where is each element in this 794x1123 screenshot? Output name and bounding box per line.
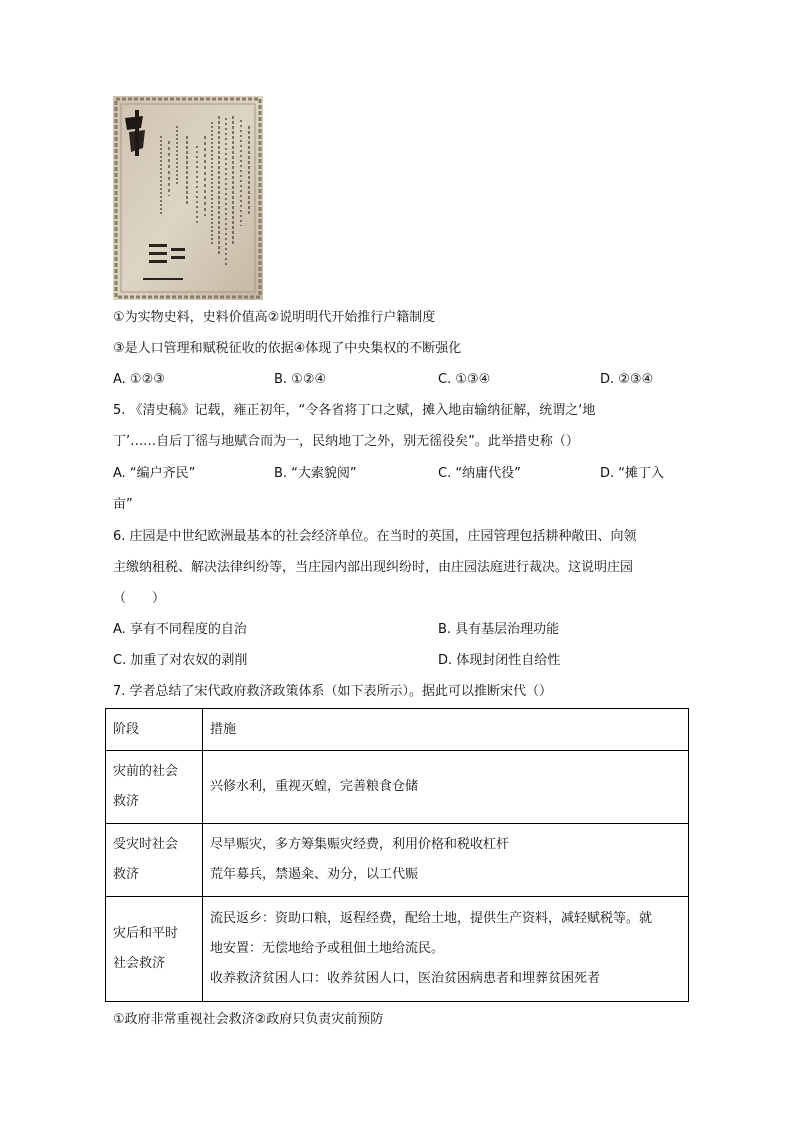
stage-line: 社会救济	[113, 956, 166, 971]
table-cell-stage	[106, 824, 203, 897]
measure-line: 收养救济贫困人口：收养贫困人口，医治贫困病患者和埋葬贫困死者	[210, 971, 601, 986]
stage-line: 受灾时社会	[113, 837, 179, 852]
q6-option-b[interactable]: B. 具有基层治理功能	[438, 622, 560, 637]
q6-option-a[interactable]: A. 享有不同程度的自治	[113, 622, 247, 637]
q5-option-a[interactable]: A. “编户齐民”	[113, 466, 196, 481]
historical-document-icon	[113, 96, 263, 300]
q5-stem-line-1: 5. 《清史稿》记载，雍正初年，“令各省将丁口之赋，摊入地亩输纳征解，统谓之‘地	[113, 403, 596, 418]
table-row	[106, 824, 689, 897]
table-header-stage: 阶段	[106, 709, 203, 751]
q6-stem-line-1: 6. 庄园是中世纪欧洲最基本的社会经济单位。在当时的英国，庄园管理包括耕种敞田、向领	[113, 529, 637, 544]
measure-line: 地安置：无偿地给予或租佃土地给流民。	[210, 941, 445, 956]
table-cell-measures	[203, 824, 689, 897]
q5-option-d[interactable]: D. “摊丁入	[600, 466, 665, 481]
q4-statement-line-2: ③是人口管理和赋税征收的依据④体现了中央集权的不断强化	[113, 341, 462, 356]
q6-option-d[interactable]: D. 体现封闭性自给性	[438, 653, 561, 668]
stage-line: 救济	[113, 867, 140, 882]
q6-stem-line-3: （ ）	[113, 591, 166, 606]
q7-stem: 7. 学者总结了宋代政府救济政策体系（如下表所示）。据此可以推断宋代（）	[113, 684, 553, 699]
table-cell-measures	[203, 751, 689, 824]
stage-line: 灾后和平时	[113, 926, 179, 941]
q4-option-c[interactable]: C. ①③④	[438, 372, 491, 387]
stage-line: 灾前的社会	[113, 764, 179, 779]
table-header-row	[106, 709, 689, 751]
measure-line: 流民返乡：资助口粮，返程经费，配给土地，提供生产资料，减轻赋税等。就	[210, 911, 653, 926]
measure-line: 尽早赈灾，多方筹集赈灾经费，利用价格和税收杠杆	[210, 837, 510, 852]
historical-document-image	[113, 96, 263, 300]
q5-stem-line-2: 丁’……自后丁徭与地赋合而为一，民纳地丁之外，别无徭役矣”。此举措史称（）	[113, 434, 579, 449]
q4-option-b[interactable]: B. ①②④	[274, 372, 327, 387]
stage-line: 救济	[113, 794, 140, 809]
table-cell-stage	[106, 897, 203, 1002]
measure-line: 荒年募兵，禁遏籴、劝分，以工代赈	[210, 867, 419, 882]
table-header-measures: 措施	[203, 709, 689, 751]
q7-policy-table	[105, 708, 689, 1002]
q6-option-c[interactable]: C. 加重了对农奴的剥削	[113, 653, 248, 668]
q4-option-d[interactable]: D. ②③④	[600, 372, 654, 387]
q5-option-d-wrap: 亩”	[113, 497, 133, 512]
table-cell-measures	[203, 897, 689, 1002]
q5-option-c[interactable]: C. “纳庸代役”	[438, 466, 521, 481]
table-cell-stage	[106, 751, 203, 824]
q4-option-a[interactable]: A. ①②③	[113, 372, 165, 387]
q7-statement-line-1: ①政府非常重视社会救济②政府只负责灾前预防	[113, 1012, 384, 1027]
q6-stem-line-2: 主缴纳租税、解决法律纠纷等，当庄园内部出现纠纷时，由庄园法庭进行裁决。这说明庄园	[113, 560, 634, 575]
q5-option-b[interactable]: B. “大索貌阅”	[274, 466, 357, 481]
q4-statement-line-1: ①为实物史料，史料价值高②说明明代开始推行户籍制度	[113, 310, 436, 325]
table-row	[106, 751, 689, 824]
table-row	[106, 897, 689, 1002]
measure-line: 兴修水利，重视灭蝗，完善粮食仓储	[210, 779, 419, 794]
